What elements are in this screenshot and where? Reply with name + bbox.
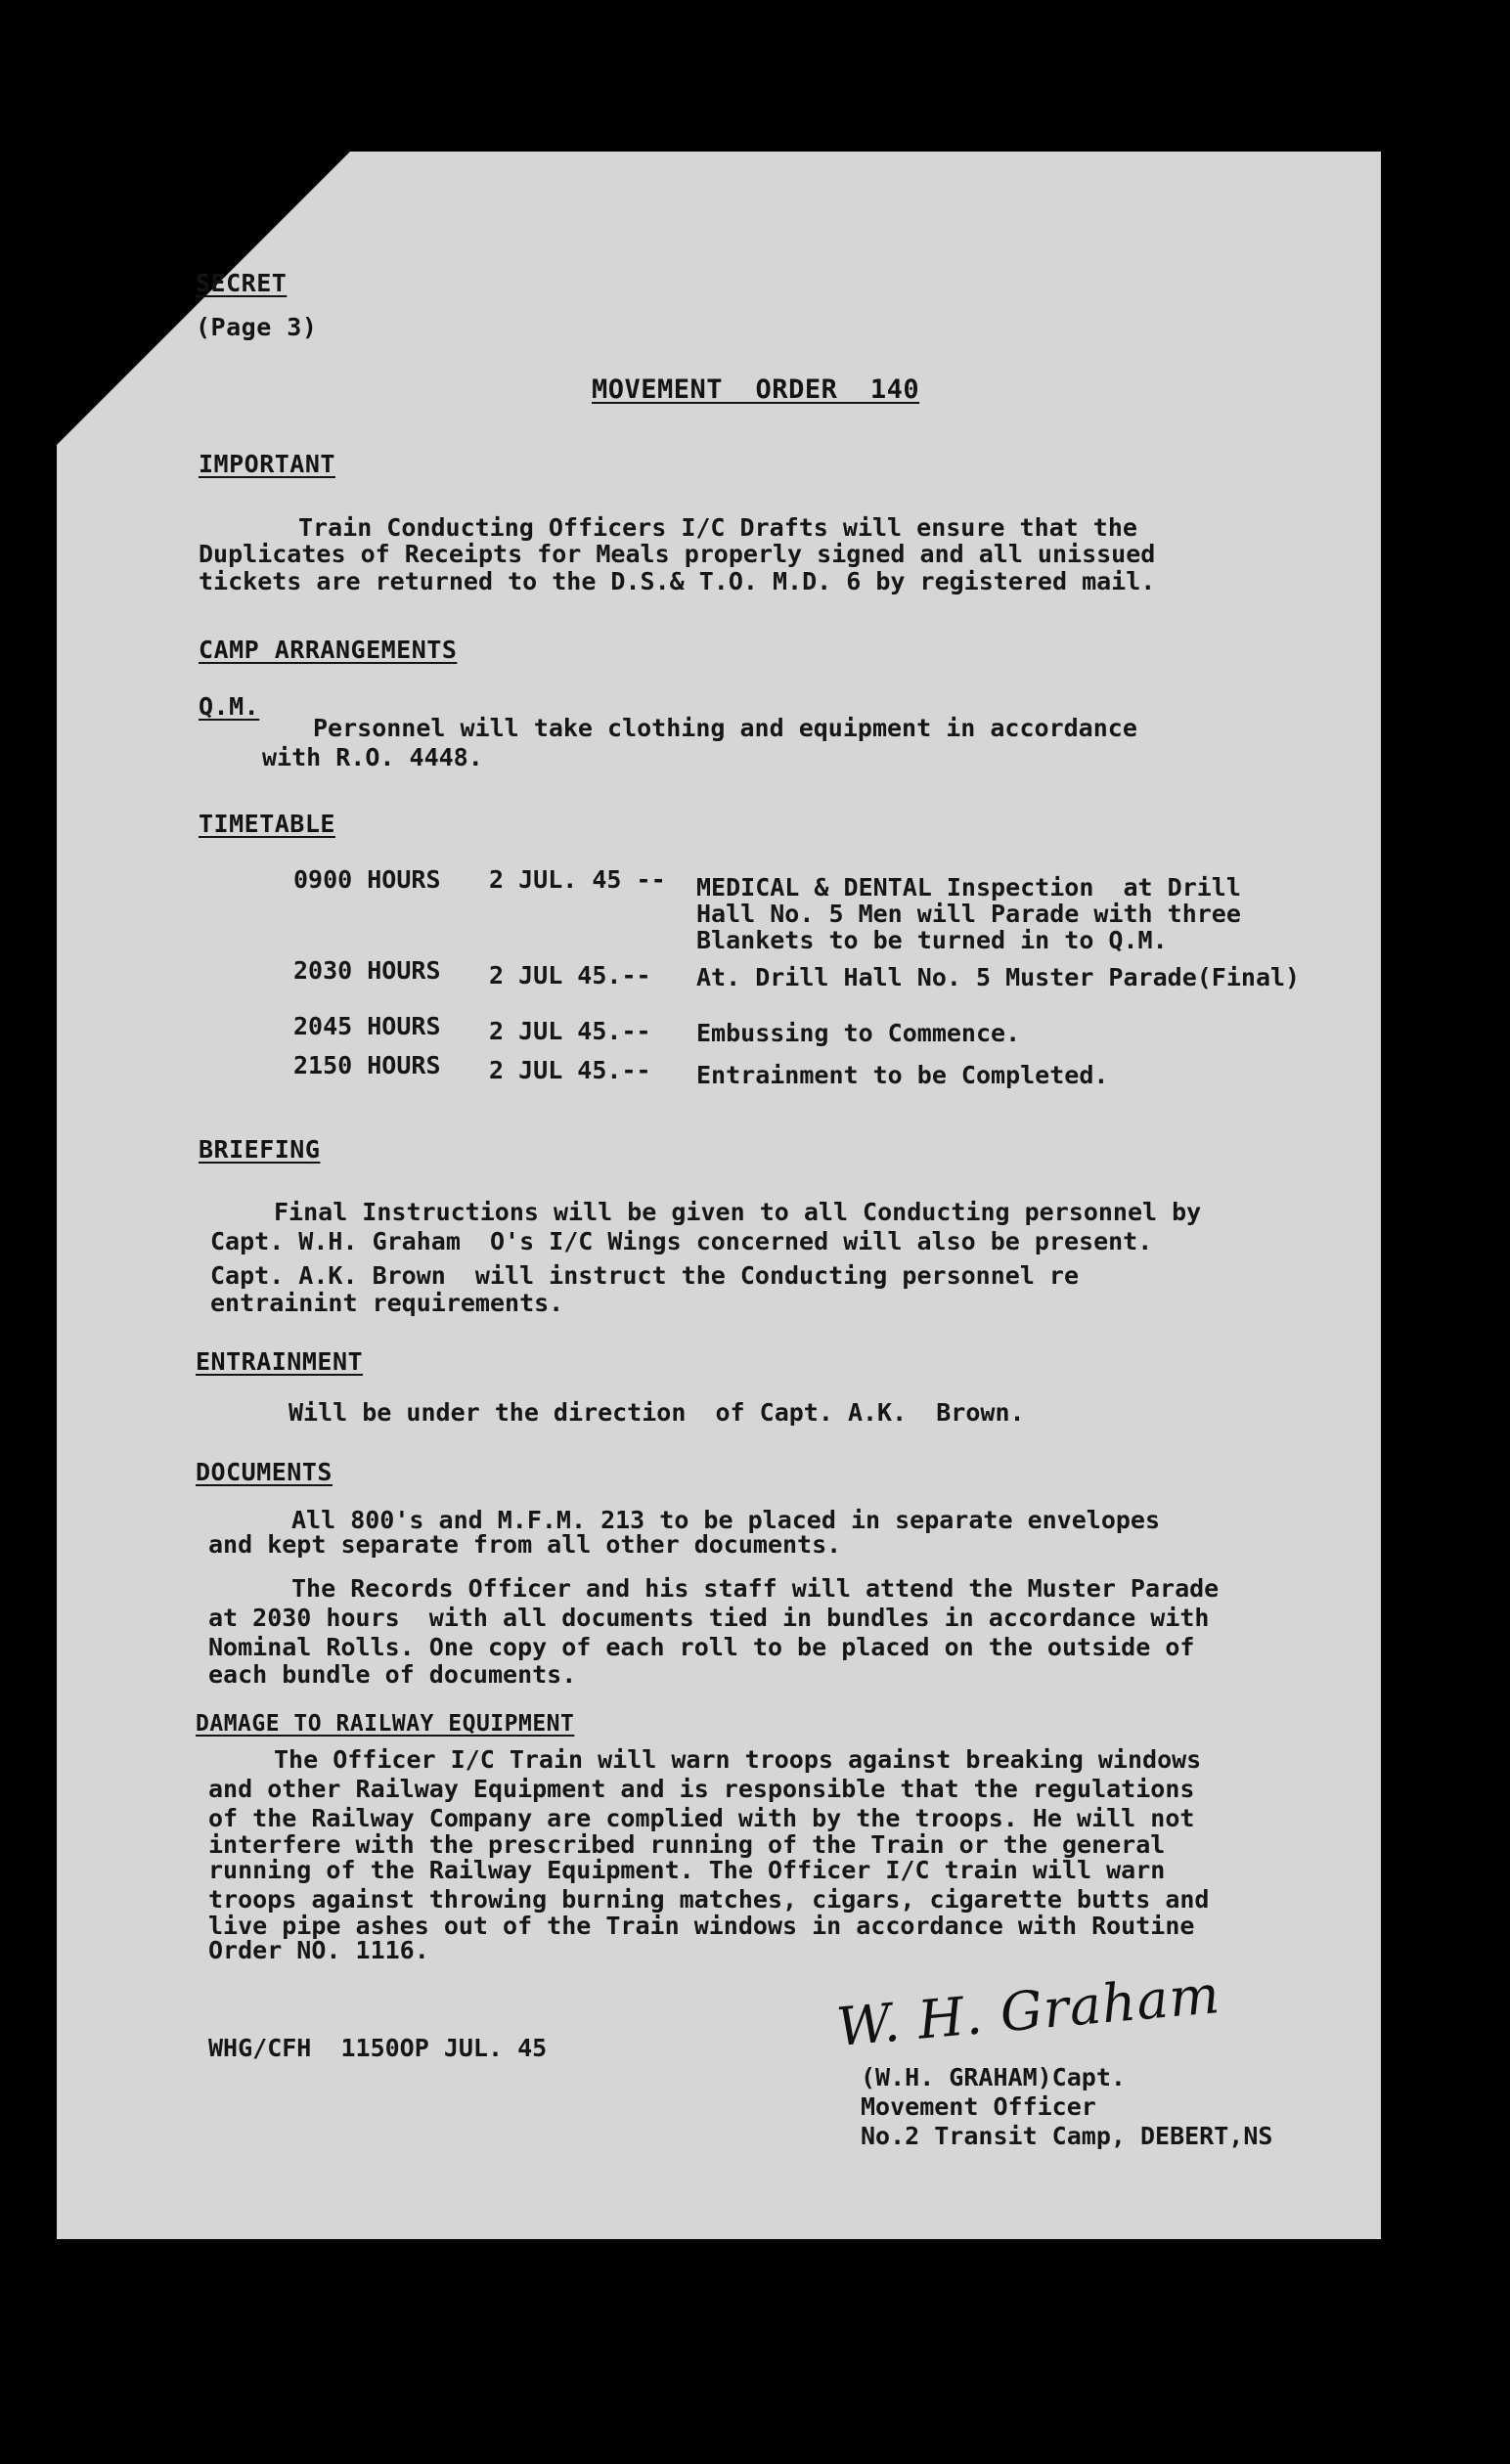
signer-name: (W.H. GRAHAM)Capt. [861,2063,1126,2091]
timetable-row-1-time: 0900 HOURS [293,865,441,894]
camp-line-1: Personnel will take clothing and equipment in accordance [313,714,1137,742]
section-heading-entrainment: ENTRAINMENT [196,1347,364,1376]
timetable-row-1-date: 2 JUL. 45 -- [489,865,666,894]
timetable-row-1-text-3: Blankets to be turned in to Q.M. [696,926,1168,954]
timetable-row-2-time: 2030 HOURS [293,956,441,985]
timetable-row-2-date: 2 JUL 45.-- [489,961,651,990]
briefing-line-4: entrainint requirements. [210,1289,564,1317]
documents-line-5: Nominal Rolls. One copy of each roll to be placed on the outside of [208,1633,1195,1661]
signer-title: Movement Officer [861,2092,1096,2121]
timetable-row-4-text: Entrainment to be Completed. [696,1061,1109,1089]
timetable-row-4-time: 2150 HOURS [293,1051,441,1079]
documents-line-3: The Records Officer and his staff will attend the Muster Parade [291,1574,1220,1603]
damage-line-5: running of the Railway Equipment. The Officer I/C train will warn [208,1856,1166,1884]
section-heading-damage: DAMAGE TO RAILWAY EQUIPMENT [196,1711,575,1737]
entrainment-line-1: Will be under the direction of Capt. A.K. Brown. [289,1398,1025,1427]
page-corner-fold [57,152,350,445]
signer-unit: No.2 Transit Camp, DEBERT,NS [861,2122,1273,2150]
damage-line-6: troops against throwing burning matches, cigars, cigarette butts and [208,1885,1210,1914]
section-heading-important: IMPORTANT [199,450,335,478]
documents-line-4: at 2030 hours with all documents tied in bundles in accordance with [208,1604,1210,1632]
classification-mark: SECRET [196,269,288,297]
page-title: MOVEMENT ORDER 140 [592,374,920,405]
documents-line-1: All 800's and M.F.M. 213 to be placed in separate envelopes [291,1506,1161,1534]
documents-line-2: and kept separate from all other documents. [208,1530,842,1559]
timetable-row-4-date: 2 JUL 45.-- [489,1056,651,1084]
reference-code: WHG/CFH 1150OP JUL. 45 [208,2034,548,2062]
documents-line-6: each bundle of documents. [208,1660,577,1689]
timetable-row-1-text-2: Hall No. 5 Men will Parade with three [696,900,1241,928]
subheading-qm: Q.M. [199,692,260,721]
timetable-row-1-text-1: MEDICAL & DENTAL Inspection at Drill [696,873,1241,902]
timetable-row-3-time: 2045 HOURS [293,1012,441,1040]
timetable-row-3-text: Embussing to Commence. [696,1019,1021,1047]
damage-line-4: interfere with the prescribed running of the Train or the general [208,1830,1166,1859]
section-heading-briefing: BRIEFING [199,1135,321,1164]
damage-line-2: and other Railway Equipment and is responsible that the regulations [208,1775,1195,1803]
briefing-line-1: Final Instructions will be given to all Conducting personnel by [274,1198,1202,1226]
damage-line-1: The Officer I/C Train will warn troops against breaking windows [274,1745,1202,1774]
section-heading-documents: DOCUMENTS [196,1458,333,1486]
briefing-line-2: Capt. W.H. Graham O's I/C Wings concerned will also be present. [210,1227,1153,1255]
damage-line-8: Order NO. 1116. [208,1936,429,1964]
signature: W. H. Graham [834,1962,1223,2059]
important-line-1: Train Conducting Officers I/C Drafts will ensure that the [298,513,1137,542]
camp-line-2: with R.O. 4448. [262,743,483,771]
section-heading-camp: CAMP ARRANGEMENTS [199,636,458,664]
damage-line-3: of the Railway Company are complied with by the troops. He will not [208,1804,1195,1832]
important-line-2: Duplicates of Receipts for Meals properly signed and all unissued [199,540,1156,568]
page-number: (Page 3) [196,313,318,341]
timetable-row-3-date: 2 JUL 45.-- [489,1017,651,1045]
damage-line-7: live pipe ashes out of the Train windows in accordance with Routine [208,1912,1195,1940]
briefing-line-3: Capt. A.K. Brown will instruct the Conducting personnel re [210,1261,1080,1290]
important-line-3: tickets are returned to the D.S.& T.O. M.D. 6 by registered mail. [199,567,1156,595]
section-heading-timetable: TIMETABLE [199,810,335,838]
timetable-row-2-text: At. Drill Hall No. 5 Muster Parade(Final) [696,963,1301,991]
